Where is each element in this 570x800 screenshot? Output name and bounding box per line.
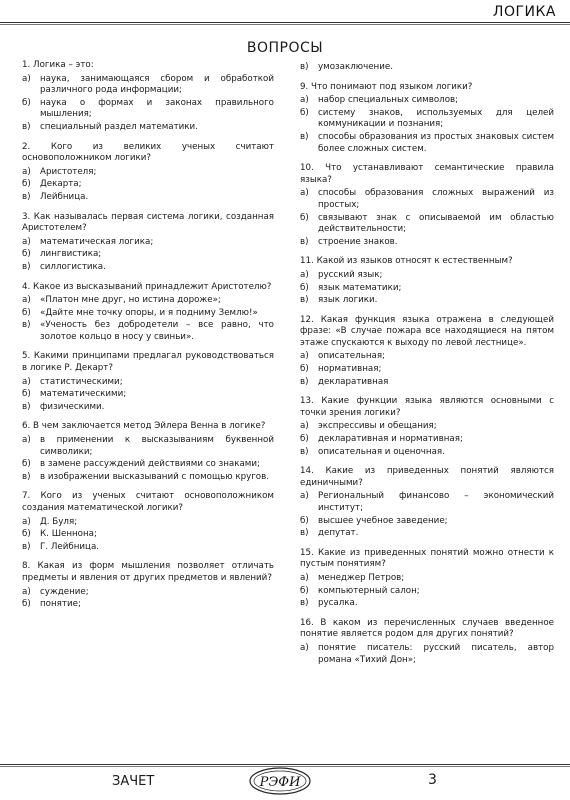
- option-text: в замене рассуждений действиями со знаками;: [40, 459, 260, 470]
- answer-option: [300, 237, 554, 249]
- option-text: русский язык;: [318, 269, 383, 280]
- option-letter: а): [300, 269, 309, 280]
- option-letter: б): [300, 364, 309, 375]
- question-text: 14. Какие из приведенных понятий являются единичными?: [300, 466, 554, 488]
- answer-options: [22, 295, 274, 343]
- question-item: [22, 351, 274, 413]
- option-letter: в): [300, 62, 309, 72]
- option-text: описательная и оценочная.: [318, 446, 445, 457]
- answer-option: [300, 108, 554, 131]
- option-text: русалка.: [318, 598, 358, 609]
- option-letter: б): [300, 107, 309, 118]
- question-item: [22, 142, 274, 204]
- option-text: физическими.: [40, 401, 105, 412]
- answer-option: [300, 586, 554, 598]
- question-text: 3. Как называлась первая система логики, созданная Аристотелем?: [22, 211, 274, 234]
- answer-option: [300, 421, 554, 433]
- question-item: [300, 466, 554, 540]
- option-text: Декарта;: [40, 179, 82, 190]
- option-text: компьютерный салон;: [318, 585, 420, 596]
- answer-option: [300, 598, 554, 610]
- answer-option: [22, 122, 274, 134]
- answer-options: [300, 270, 554, 307]
- answer-option: [22, 529, 274, 541]
- left-column: [22, 60, 274, 619]
- option-letter: в): [22, 261, 31, 272]
- answer-option: [22, 249, 274, 261]
- option-text: Региональный финансово – экономический институт;: [318, 491, 554, 513]
- option-text: наука о формах и законах правильного мышления;: [40, 97, 274, 120]
- question-item: [300, 82, 554, 156]
- option-letter: а): [300, 188, 309, 199]
- answer-option: [22, 389, 274, 401]
- header-rule-thin: [0, 24, 570, 25]
- answer-option: [22, 295, 274, 307]
- option-letter: б): [22, 459, 31, 470]
- option-letter: б): [22, 97, 31, 108]
- question-text: 4. Какое из высказываний принадлежит Аристотелю?: [22, 281, 272, 292]
- answer-option: [22, 542, 274, 554]
- answer-option: [300, 95, 554, 107]
- header-rule: [0, 22, 570, 23]
- answer-options: [22, 167, 274, 204]
- answer-option: [300, 516, 554, 528]
- option-letter: в): [22, 121, 31, 132]
- question-text: 6. В чем заключается метод Эйлера Венна в логике?: [22, 421, 266, 432]
- option-letter: в): [300, 131, 309, 142]
- option-letter: в): [22, 191, 31, 202]
- option-letter: а): [300, 95, 309, 106]
- option-letter: а): [300, 351, 309, 362]
- option-text: способы образования из простых знаковых систем более сложных систем.: [318, 131, 554, 154]
- question-text: 15. Какие из приведенных понятий можно отнести к пустым понятиям?: [300, 547, 554, 570]
- answer-option: [22, 237, 274, 249]
- answer-option: [22, 587, 274, 599]
- header-title: ЛОГИКА: [492, 4, 556, 20]
- option-letter: а): [300, 491, 309, 502]
- option-text: «Ученость без добродетели – все равно, что золотое кольцо в носу у свиньи».: [40, 320, 274, 342]
- answer-option: [22, 459, 274, 471]
- answer-option: [300, 364, 554, 376]
- answer-option: [300, 573, 554, 585]
- option-letter: а): [22, 516, 31, 527]
- option-text: математическими;: [40, 389, 127, 400]
- answer-option: [300, 528, 554, 540]
- option-text: способы образования сложных выражений из простых;: [318, 188, 554, 210]
- option-text: умозаключение.: [318, 62, 393, 72]
- answer-option: [300, 351, 554, 363]
- option-letter: а): [22, 73, 31, 84]
- option-text: Аристотеля;: [40, 166, 97, 177]
- question-item: [22, 282, 274, 344]
- answer-option: [300, 434, 554, 446]
- question-item: [300, 396, 554, 458]
- option-letter: а): [300, 572, 309, 583]
- answer-option: [22, 192, 274, 204]
- answer-option: [22, 262, 274, 274]
- option-text: понятие писатель: русский писатель, автор романа «Тихий Дон»;: [318, 642, 554, 665]
- answer-options: [22, 377, 274, 414]
- publisher-logo: [244, 766, 316, 796]
- option-text: описательная;: [318, 351, 385, 362]
- option-text: декларативная и нормативная;: [318, 434, 463, 445]
- answer-option: [300, 643, 554, 666]
- question-item: [300, 548, 554, 610]
- option-text: Г. Лейбница.: [40, 541, 100, 552]
- option-text: набор специальных символов;: [318, 95, 459, 106]
- question-text: 2. Кого из великих ученых считают основоположником логики?: [22, 141, 274, 164]
- option-text: статистическими;: [40, 376, 123, 387]
- answer-options: [300, 421, 554, 458]
- question-item: [22, 561, 274, 610]
- answer-options: [22, 435, 274, 483]
- option-letter: б): [22, 599, 31, 610]
- option-letter: в): [300, 598, 309, 609]
- answer-option: [300, 188, 554, 211]
- option-text: силлогистика.: [40, 261, 106, 272]
- answer-option: [22, 98, 274, 121]
- option-letter: в): [22, 471, 31, 482]
- option-text: наука, занимающаяся сбором и обработкой различного рода информации;: [40, 73, 274, 96]
- answer-option: [300, 491, 554, 514]
- answer-option: [22, 377, 274, 389]
- answer-options: [300, 95, 554, 155]
- option-text: «Дайте мне точку опоры, и я подниму Землю!»: [40, 307, 258, 318]
- option-text: декларативная: [318, 376, 389, 387]
- page-number: 3: [428, 772, 437, 788]
- option-text: «Платон мне друг, но истина дороже»;: [40, 295, 221, 306]
- answer-options: [22, 517, 274, 554]
- option-text: менеджер Петров;: [318, 572, 405, 583]
- option-text: язык математики;: [318, 282, 402, 293]
- option-text: строение знаков.: [318, 236, 398, 247]
- option-letter: в): [300, 446, 309, 457]
- question-text: 1. Логика – это:: [22, 60, 94, 70]
- question-text: 12. Какая функция языка отражена в следующей фразе: «В случае пожара все находящиеся на пятом этаже спускаются к выходу по левой лестнице».: [300, 314, 554, 348]
- answer-option: [22, 74, 274, 97]
- question-text: 10. Что устанавливают семантические правила языка?: [300, 163, 554, 185]
- option-text: К. Шеннона;: [40, 529, 97, 540]
- option-text: Д. Буля;: [40, 516, 78, 527]
- option-letter: а): [22, 295, 31, 306]
- option-letter: в): [22, 401, 31, 412]
- option-letter: а): [22, 586, 31, 597]
- option-letter: в): [300, 295, 309, 306]
- question-item: [300, 315, 554, 389]
- answer-options: [22, 587, 274, 611]
- option-letter: в): [300, 376, 309, 387]
- answer-option: [22, 179, 274, 191]
- option-text: систему знаков, используемых для целей коммуникации и познания;: [318, 107, 554, 130]
- question-text: 8. Какая из форм мышления позволяет отличать предметы и явления от других предметов и явлений?: [22, 561, 274, 583]
- answer-option: [22, 517, 274, 529]
- option-letter: а): [300, 421, 309, 432]
- question-item: [22, 491, 274, 553]
- answer-options: [300, 351, 554, 388]
- question-item: [22, 421, 274, 483]
- question-item: [300, 618, 554, 666]
- footer-rule: [0, 764, 570, 765]
- answer-option: [22, 472, 274, 484]
- option-text: в применении к высказываниям буквенной символики;: [40, 435, 274, 457]
- option-text: нормативная;: [318, 364, 382, 375]
- option-text: суждение;: [40, 586, 89, 597]
- option-text: в изображении высказываний с помощью кругов.: [40, 471, 269, 482]
- answer-option: [300, 132, 554, 155]
- answer-option: [300, 283, 554, 295]
- question-item: [300, 62, 554, 74]
- option-letter: а): [300, 642, 309, 653]
- option-text: понятие;: [40, 599, 81, 610]
- option-letter: б): [300, 515, 309, 526]
- question-text: 11. Какой из языков относят к естественным?: [300, 256, 513, 267]
- option-text: депутат.: [318, 528, 359, 539]
- answer-option: [22, 402, 274, 414]
- option-letter: б): [22, 529, 31, 540]
- section-title: ВОПРОСЫ: [246, 40, 324, 56]
- answer-options: [300, 643, 554, 666]
- answer-option: [22, 320, 274, 343]
- option-text: связывают знак с описываемой им областью действительности;: [318, 212, 554, 235]
- answer-option: [22, 167, 274, 179]
- option-text: высшее учебное заведение;: [318, 515, 448, 526]
- answer-options: [300, 573, 554, 610]
- option-letter: в): [22, 541, 31, 552]
- answer-options: [22, 237, 274, 274]
- answer-option: [300, 62, 554, 74]
- answer-option: [300, 377, 554, 389]
- option-letter: а): [22, 376, 31, 387]
- answer-option: [300, 447, 554, 459]
- option-text: Лейбница.: [40, 191, 89, 202]
- question-item: [300, 256, 554, 306]
- option-letter: б): [300, 434, 309, 445]
- option-letter: б): [22, 249, 31, 260]
- option-letter: б): [300, 585, 309, 596]
- question-text: 9. Что понимают под языком логики?: [300, 81, 473, 92]
- option-letter: б): [300, 212, 309, 223]
- option-text: специальный раздел математики.: [40, 121, 198, 132]
- question-text: 16. В каком из перечисленных случаев введенное понятие является родом для других понятий?: [300, 617, 554, 640]
- question-text: 5. Какими принципами предлагал руководствоваться в логике Р. Декарт?: [22, 351, 274, 374]
- question-item: [22, 212, 274, 274]
- answer-option: [300, 295, 554, 307]
- answer-options: [300, 62, 554, 74]
- answer-options: [300, 188, 554, 248]
- option-text: лингвистика;: [40, 249, 102, 260]
- question-item: [300, 163, 554, 248]
- option-letter: а): [22, 166, 31, 177]
- answer-option: [300, 270, 554, 282]
- answer-option: [22, 435, 274, 458]
- answer-option: [22, 308, 274, 320]
- option-text: язык логики.: [318, 295, 378, 306]
- answer-option: [22, 599, 274, 611]
- option-letter: б): [22, 307, 31, 318]
- answer-option: [300, 213, 554, 236]
- option-letter: в): [300, 528, 309, 539]
- answer-options: [22, 74, 274, 134]
- option-letter: в): [300, 236, 309, 247]
- option-letter: в): [22, 320, 31, 331]
- question-text: 13. Какие функции языка являются основными с точки зрения логики?: [300, 396, 554, 418]
- footer-label: ЗАЧЕТ: [112, 774, 155, 789]
- logo-text: РЭФИ: [259, 775, 301, 790]
- option-letter: б): [22, 179, 31, 190]
- question-item: [22, 60, 274, 134]
- option-letter: а): [22, 236, 31, 247]
- option-letter: а): [22, 435, 31, 446]
- option-text: экспрессивы и обещания;: [318, 421, 437, 432]
- option-letter: б): [22, 389, 31, 400]
- answer-options: [300, 491, 554, 539]
- option-letter: б): [300, 282, 309, 293]
- right-column: [300, 60, 554, 674]
- option-text: математическая логика;: [40, 236, 154, 247]
- question-text: 7. Кого из ученых считают основоположником создания математической логики?: [22, 491, 274, 513]
